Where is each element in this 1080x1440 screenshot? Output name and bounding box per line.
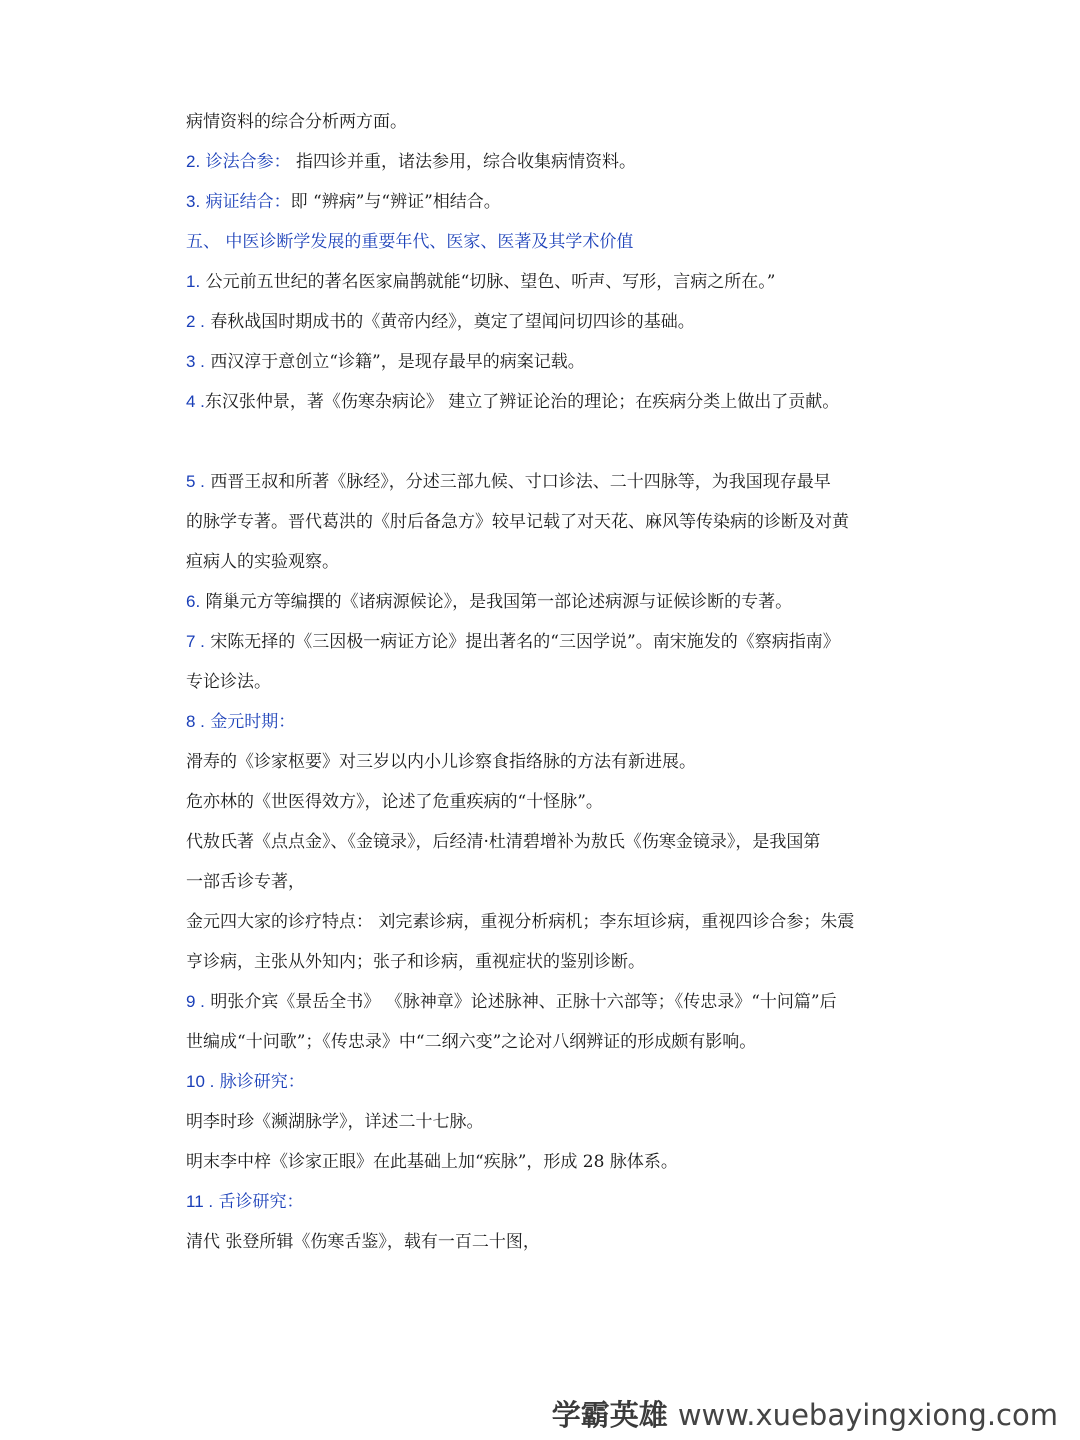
list-item: 11 . 舌诊研究： [186, 1192, 304, 1212]
text-line: 危亦林的《世医得效方》，论述了危重疾病的“十怪脉”。 [186, 792, 603, 812]
list-item: 5 . 西晋王叔和所著《脉经》，分述三部九候、寸口诊法、二十四脉等，为我国现存最早 [186, 472, 831, 492]
text-line: 清代 张登所辑《伤寒舌鉴》，载有一百二十图， [186, 1232, 540, 1252]
text-line: 世编成“十问歌”；《传忠录》中“二纲六变”之论对八纲辨证的形成颇有影响。 [186, 1032, 757, 1052]
text-line: 专论诊法。 [186, 672, 271, 692]
list-item: 9 . 明张介宾《景岳全书》 《脉神章》论述脉神、正脉十六部等；《传忠录》“十问篇”后 [186, 992, 837, 1012]
section-heading: 五、 中医诊断学发展的重要年代、医家、医著及其学术价值 [186, 232, 634, 252]
list-item: 7 . 宋陈无择的《三因极一病证方论》提出著名的“三因学说”。南宋施发的《察病指南》 [186, 632, 840, 652]
list-item: 2 . 春秋战国时期成书的《黄帝内经》，奠定了望闻问切四诊的基础。 [186, 312, 695, 332]
text-line: 亨诊病，主张从外知内；张子和诊病，重视症状的鉴别诊断。 [186, 952, 645, 972]
list-item: 1. 公元前五世纪的著名医家扁鹊就能“切脉、望色、听声、写形，言病之所在。” [186, 272, 776, 292]
text-line: 明李时珍《濒湖脉学》，详述二十七脉。 [186, 1112, 484, 1132]
text-line: 病情资料的综合分析两方面。 [186, 112, 407, 132]
text-line: 明末李中梓《诊家正眼》在此基础上加“疾脉”，形成 28 脉体系。 [186, 1152, 678, 1172]
text-line: 代敖氏著《点点金》、《金镜录》，后经清·杜清碧增补为敖氏《伤寒金镜录》，是我国第 [186, 832, 821, 852]
list-item: 3 . 西汉淳于意创立“诊籍”，是现存最早的病案记载。 [186, 352, 585, 372]
text-line: 金元四大家的诊疗特点： 刘完素诊病，重视分析病机；李东垣诊病，重视四诊合参；朱震 [186, 912, 855, 932]
text-line: 疸病人的实验观察。 [186, 552, 339, 572]
list-item: 4 .东汉张仲景，著《伤寒杂病论》 建立了辨证论治的理论；在疾病分类上做出了贡献。 [186, 392, 840, 412]
list-item: 10 . 脉诊研究： [186, 1072, 305, 1092]
text-line: 滑寿的《诊家枢要》对三岁以内小儿诊察食指络脉的方法有新进展。 [186, 752, 696, 772]
list-item: 6. 隋巢元方等编撰的《诸病源候论》，是我国第一部论述病源与证候诊断的专著。 [186, 592, 793, 612]
text-line: 的脉学专著。晋代葛洪的《肘后备急方》较早记载了对天花、麻风等传染病的诊断及对黄 [186, 512, 849, 532]
watermark [552, 1393, 1058, 1434]
list-item: 3. 病证结合：即 “辨病”与“辨证”相结合。 [186, 192, 501, 212]
watermark-brand: 学霸英雄 [551, 1398, 668, 1432]
list-item: 2. 诊法合参： 指四诊并重，诸法参用，综合收集病情资料。 [186, 152, 636, 172]
watermark-url: www.xuebayingxiong.com [677, 1398, 1058, 1432]
list-item: 8 . 金元时期： [186, 712, 296, 732]
text-line: 一部舌诊专著， [186, 872, 305, 892]
